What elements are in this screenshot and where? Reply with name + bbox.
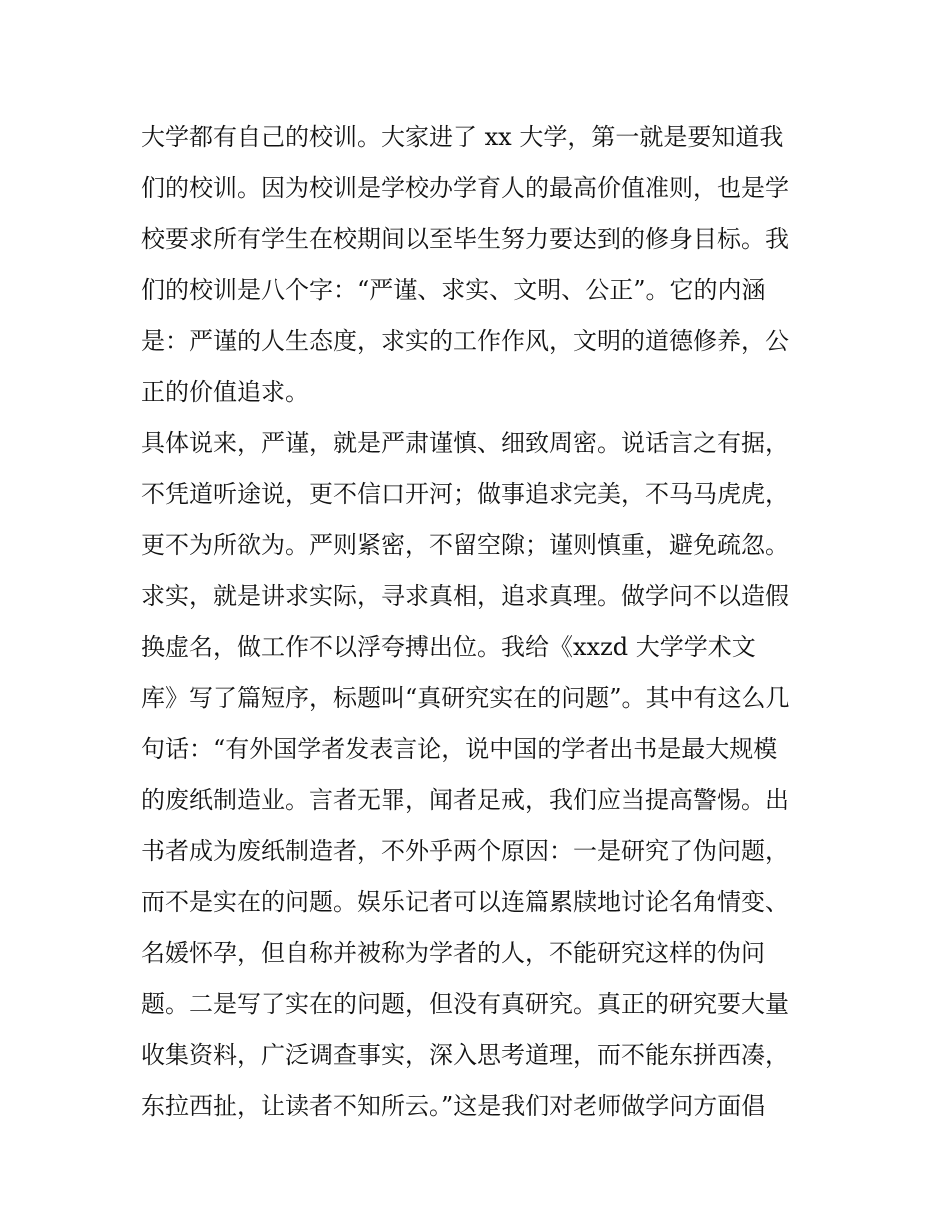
text-line-12: 库》写了篇短序，标题叫“真研究实在的问题”。其中有这么几: [141, 684, 790, 712]
text-line-17: 名媛怀孕，但自称并被称为学者的人，不能研究这样的伪问: [141, 939, 765, 967]
text-line-16: 而不是实在的问题。娱乐记者可以连篇累牍地讨论名角情变、: [141, 888, 789, 916]
text-line-19: 收集资料，广泛调查事实，深入思考道理，而不能东拼西凑，: [141, 1041, 789, 1069]
text-line-13: 句话：“有外国学者发表言论，说中国的学者出书是最大规模: [141, 735, 778, 763]
text-line-14: 的废纸制造业。言者无罪，闻者足戒，我们应当提高警惕。出: [141, 786, 789, 814]
text-line-10: 求实，就是讲求实际，寻求真相，追求真理。做学问不以造假: [141, 582, 789, 610]
text-line-4: 们的校训是八个字：“严谨、求实、文明、公正”。它的内涵: [141, 276, 766, 304]
document-body: [141, 112, 821, 1132]
text-line-6: 正的价值追求。: [141, 378, 309, 406]
text-line-2: 们的校训。因为校训是学校办学育人的最高价值准则，也是学: [141, 174, 789, 202]
text-line-11: 换虚名，做工作不以浮夸搏出位。我给《xxzd 大学学术文: [141, 633, 756, 661]
text-line-1: 大学都有自己的校训。大家进了 xx 大学，第一就是要知道我: [141, 123, 784, 151]
text-line-5: 是：严谨的人生态度，求实的工作作风，文明的道德修养，公: [141, 327, 789, 355]
text-line-18: 题。二是写了实在的问题，但没有真研究。真正的研究要大量: [141, 990, 789, 1018]
text-line-15: 书者成为废纸制造者，不外乎两个原因：一是研究了伪问题，: [141, 837, 789, 865]
text-line-8: 不凭道听途说，更不信口开河；做事追求完美，不马马虎虎，: [141, 480, 789, 508]
text-line-7: 具体说来，严谨，就是严肃谨慎、细致周密。说话言之有据，: [141, 429, 789, 457]
text-line-20: 东拉西扯，让读者不知所云。”这是我们对老师做学问方面倡: [141, 1092, 766, 1120]
text-line-3: 校要求所有学生在校期间以至毕生努力要达到的修身目标。我: [141, 225, 789, 253]
text-line-9: 更不为所欲为。严则紧密，不留空隙；谨则慎重，避免疏忽。: [141, 531, 789, 559]
